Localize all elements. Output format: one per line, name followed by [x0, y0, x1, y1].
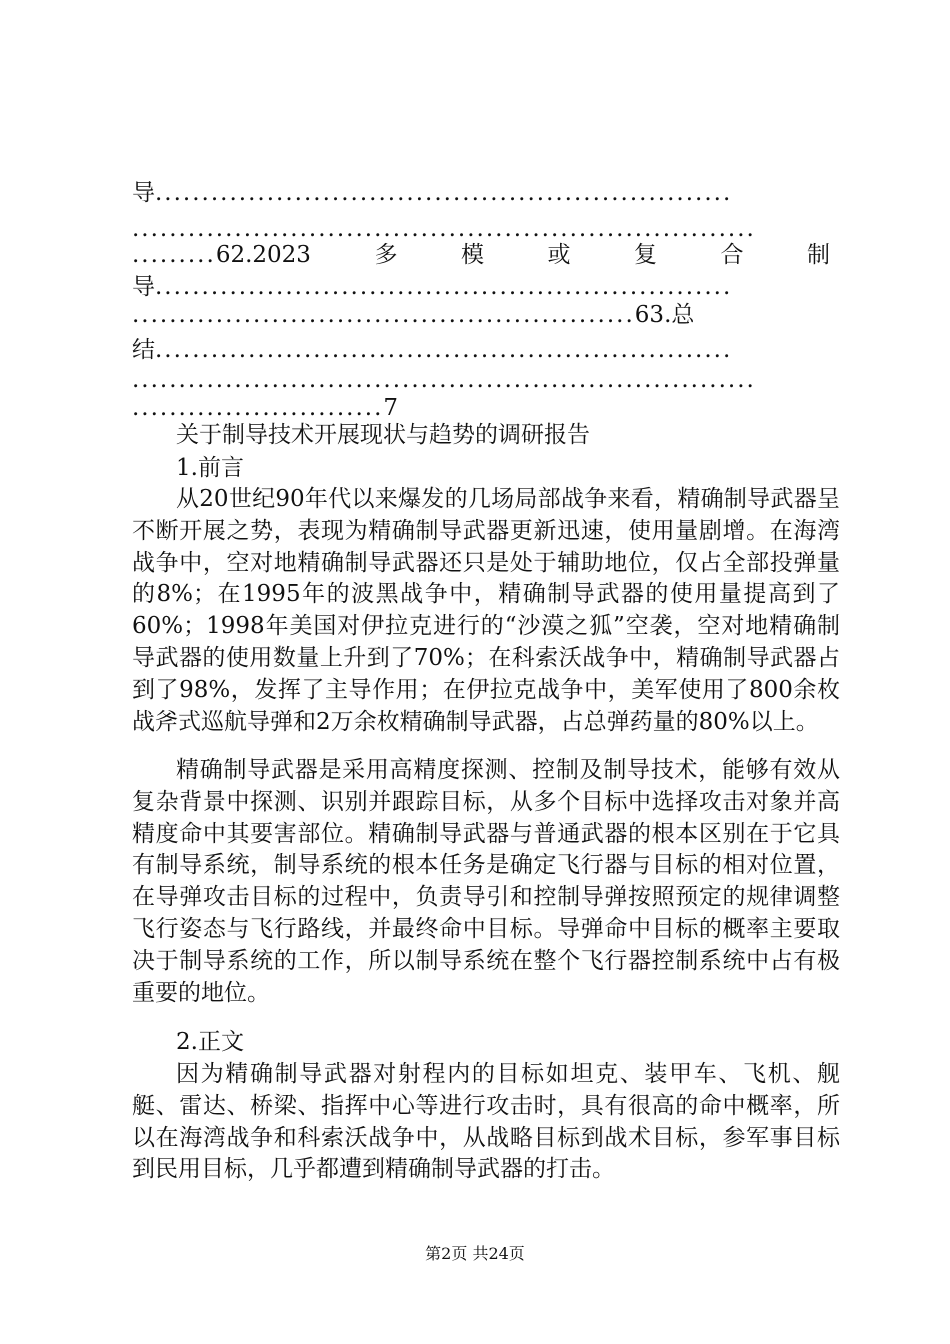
toc-leader: ......................................................	[132, 302, 635, 328]
toc-leader: ...................................................................	[132, 367, 756, 393]
toc-leader-number	[132, 240, 311, 270]
paragraph-body-1: 因为精确制导武器对射程内的目标如坦克、装甲车、飞机、舰艇、雷达、桥梁、指挥中心等进行攻击时，具有很高的命中概率，所以在海湾战争和科索沃战争中，从战略目标到战术目标，参军事目标到民用目标，几乎都遭到精确制导武器的打击。	[132, 1061, 840, 1183]
toc-line	[132, 335, 830, 365]
toc-word: 合	[720, 242, 744, 268]
section-heading-intro: 1.前言	[176, 455, 244, 481]
page-footer: 第2页 共24页	[425, 1244, 525, 1263]
toc-page-number: 63.总	[634, 302, 695, 328]
toc-word: 或	[547, 242, 571, 268]
toc-entry	[132, 212, 830, 242]
paragraph-intro-1: 从20世纪90年代以来爆发的几场局部战争来看，精确制导武器呈不断开展之势，表现为精确制导武器更新迅速，使用量剧增。在海湾战争中，空对地精确制导武器还只是处于辅助地位，仅占全部投弹量的8%；在1995年的波黑战争中，精确制导武器的使用量提高到了60%；1998年美国对伊拉克进行的“沙漠之狐”空袭，空对地精确制导武器的使用数量上升到了70%；在科索沃战争中，精确制导武器占到了98%，发挥了主导作用；在伊拉克战争中，美军使用了800余枚战斧式巡航导弹和2万余枚精确制导武器，占总弹药量的80%以上。	[132, 486, 840, 735]
toc-char: 结	[132, 337, 155, 363]
toc-line	[132, 178, 830, 208]
toc-word: 制	[806, 242, 830, 268]
toc-char: 导	[132, 180, 155, 206]
toc-leader: ..............................................................	[155, 274, 733, 300]
toc-leader: ..............................................................	[155, 180, 733, 206]
toc-line	[132, 393, 830, 423]
toc-leader: .........	[132, 242, 216, 268]
toc-leader: ...................................................................	[132, 216, 756, 242]
toc-line	[132, 272, 830, 302]
paragraph-intro-2: 精确制导武器是采用高精度探测、控制及制导技术，能够有效从复杂背景中探测、识别并跟踪目标，从多个目标中选择攻击对象并高精度命中其要害部位。精确制导武器与普通武器的根本区别在于它具有制导系统，制导系统的根本任务是确定飞行器与目标的相对位置，在导弹攻击目标的过程中，负责导引和控制导弹按照预定的规律调整飞行姿态与飞行路线，并最终命中目标。导弹命中目标的概率主要取决于制导系统的工作，所以制导系统在整个飞行器控制系统中占有极重要的地位。	[132, 757, 840, 1006]
toc-char: 导	[132, 274, 155, 300]
section-heading-body: 2.正文	[176, 1029, 244, 1055]
toc-page-number: 62.2023	[215, 242, 311, 268]
toc-word: 复	[633, 242, 657, 268]
toc-line	[132, 365, 830, 395]
toc-leader: ...........................	[132, 395, 384, 421]
toc-leader: ..............................................................	[155, 337, 733, 363]
report-title: 关于制导技术开展现状与趋势的调研报告	[176, 422, 590, 448]
toc-line	[132, 300, 830, 330]
toc-entry-row	[132, 240, 830, 270]
toc-word: 模	[460, 242, 484, 268]
toc-word: 多	[374, 242, 398, 268]
toc-page-number: 7	[383, 395, 399, 421]
